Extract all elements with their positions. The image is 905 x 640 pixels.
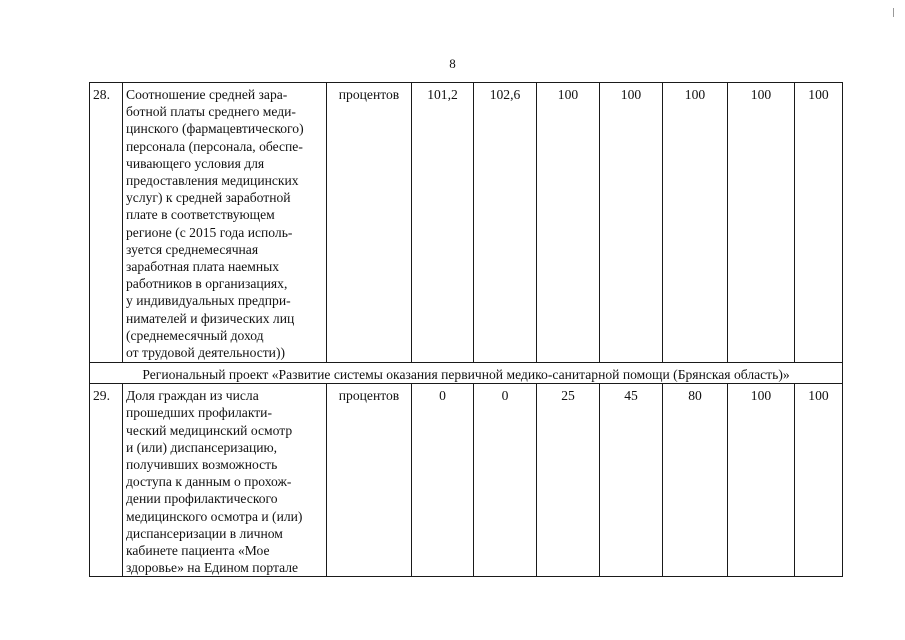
indicator-description	[123, 83, 327, 363]
description-line: заработная плата наемных	[126, 259, 280, 275]
unit-cell: процентов	[327, 83, 412, 363]
description-line: кабинете пациента «Мое	[126, 543, 270, 559]
indicators-table	[89, 82, 843, 577]
project-heading-row	[90, 363, 843, 384]
description-line: получивших возможность	[126, 457, 278, 473]
value-cell: 101,2	[412, 83, 474, 363]
value-cell: 80	[663, 384, 728, 577]
description-line: дении профилактического	[126, 491, 278, 507]
value-cell: 100	[795, 384, 843, 577]
value-cell: 100	[600, 83, 663, 363]
description-line: (среднемесячный доход	[126, 327, 264, 343]
unit-cell: процентов	[327, 384, 412, 577]
description-line: здоровье» на Едином портале	[126, 560, 299, 576]
value-cell: 100	[537, 83, 600, 363]
table-row-28	[90, 83, 843, 363]
description-line: Доля граждан из числа	[126, 388, 259, 404]
description-line: нимателей и физических лиц	[126, 310, 295, 326]
description-line: предоставления медицинских	[126, 173, 299, 189]
description-line: работников в организациях,	[126, 276, 288, 292]
description-line: у индивидуальных предпри-	[126, 293, 291, 309]
description-line: Соотношение средней зара-	[126, 87, 288, 102]
description-line: медицинского осмотра и (или)	[126, 508, 303, 524]
value-cell: 100	[728, 384, 795, 577]
description-line: доступа к данным о прохож-	[126, 474, 292, 490]
project-heading: Региональный проект «Развитие системы оказания первичной медико-санитарной помощи (Брянская область)»	[90, 363, 843, 384]
value-cell: 0	[412, 384, 474, 577]
value-cell: 102,6	[474, 83, 537, 363]
page-number: 8	[449, 56, 456, 71]
description-line: прошедших профилакти-	[126, 405, 272, 421]
description-line: ботной платы среднего меди-	[126, 104, 296, 120]
description-line: регионе (с 2015 года исполь-	[126, 224, 293, 240]
description-line: персонала (персонала, обеспе-	[126, 138, 303, 154]
description-line: плате в соответствующем	[126, 207, 275, 223]
description-line: чивающего условия для	[126, 155, 265, 171]
table-row-29	[90, 384, 843, 577]
value-cell: 25	[537, 384, 600, 577]
row-index: 29.	[90, 384, 123, 577]
description-line: и (или) диспансеризацию,	[126, 439, 278, 455]
value-cell: 45	[600, 384, 663, 577]
description-line: от трудовой деятельности))	[126, 345, 286, 361]
indicator-description	[123, 384, 327, 577]
page-edge-mark	[893, 8, 894, 17]
description-line: зуется среднемесячная	[126, 241, 259, 257]
description-line: цинского (фармацевтического)	[126, 121, 304, 137]
value-cell: 100	[795, 83, 843, 363]
value-cell: 0	[474, 384, 537, 577]
description-line: услуг) к средней заработной	[126, 190, 291, 206]
value-cell: 100	[663, 83, 728, 363]
description-line: диспансеризации в личном	[126, 525, 283, 541]
row-index: 28.	[90, 83, 123, 363]
description-line: ческий медицинский осмотр	[126, 422, 293, 438]
value-cell: 100	[728, 83, 795, 363]
